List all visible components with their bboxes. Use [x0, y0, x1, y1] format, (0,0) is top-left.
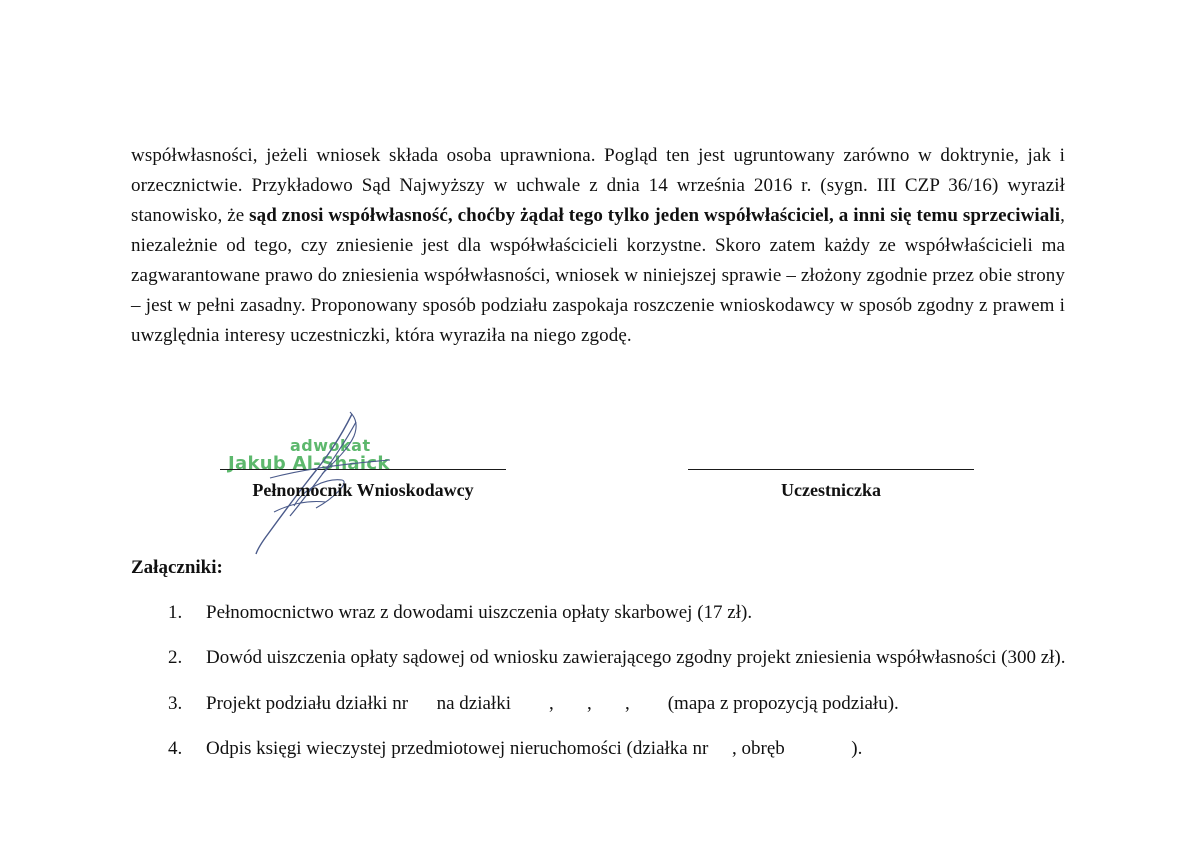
attachments-list	[160, 598, 1066, 764]
list-item	[160, 598, 1066, 628]
paragraph-text-start: współwłasności, jeżeli wniosek składa osoba uprawniona. Pogląd ten jest ugruntowany zarówno w doktrynie, jak i orzecznictwie. Przykładowo Sąd Najwyższy w uchwale z dnia 14 września 2016 r. (sygn. III CZP 36/16) wyraził stanowisko, że	[131, 145, 1065, 226]
list-item	[160, 643, 1066, 673]
list-item-number: 2.	[168, 647, 183, 668]
signature-line-right	[688, 469, 974, 470]
paragraph-text-end: , niezależnie od tego, czy zniesienie jest dla współwłaścicieli korzystne. Skoro zatem każdy ze współwłaścicieli ma zagwarantowane prawo do zniesienia współwłasności, wniosek w niniejszej sprawie – złożony zgodnie przez obie strony – jest w pełni zasadny. Proponowany sposób podziału zaspokaja roszczenie wnioskodawcy w sposób zgodny z prawem i uwzględnia interesy uczestniczki, która wyraziła na niego zgodę.	[131, 205, 1065, 346]
signature-label-right: Uczestniczka	[781, 480, 881, 500]
stamp-name: Jakub Al-Shaick	[228, 453, 390, 474]
list-item-text: Odpis księgi wieczystej przedmiotowej nieruchomości (działka nr , obręb ).	[206, 738, 863, 759]
stamp-title: adwokat	[290, 436, 371, 455]
list-item	[160, 734, 1066, 764]
attachments-heading: Załączniki:	[131, 557, 223, 578]
signature-label-left: Pełnomocnik Wnioskodawcy	[252, 480, 474, 500]
list-item-number: 1.	[168, 602, 183, 623]
body-paragraph	[131, 141, 1065, 351]
list-item-text: Pełnomocnictwo wraz z dowodami uiszczenia opłaty skarbowej (17 zł).	[206, 602, 753, 623]
list-item-text: Projekt podziału działki nr na działki , , , (mapa z propozycją podziału).	[206, 693, 899, 714]
list-item-number: 3.	[168, 693, 183, 714]
list-item-number: 4.	[168, 738, 183, 759]
paragraph-bold-quote: sąd znosi współwłasność, choćby żądał tego tylko jeden współwłaściciel, a inni się temu sprzeciwiali	[249, 205, 1061, 226]
list-item	[160, 689, 1066, 719]
list-item-text: Dowód uiszczenia opłaty sądowej od wniosku zawierającego zgodny projekt zniesienia współwłasności (300 zł).	[206, 647, 1066, 668]
